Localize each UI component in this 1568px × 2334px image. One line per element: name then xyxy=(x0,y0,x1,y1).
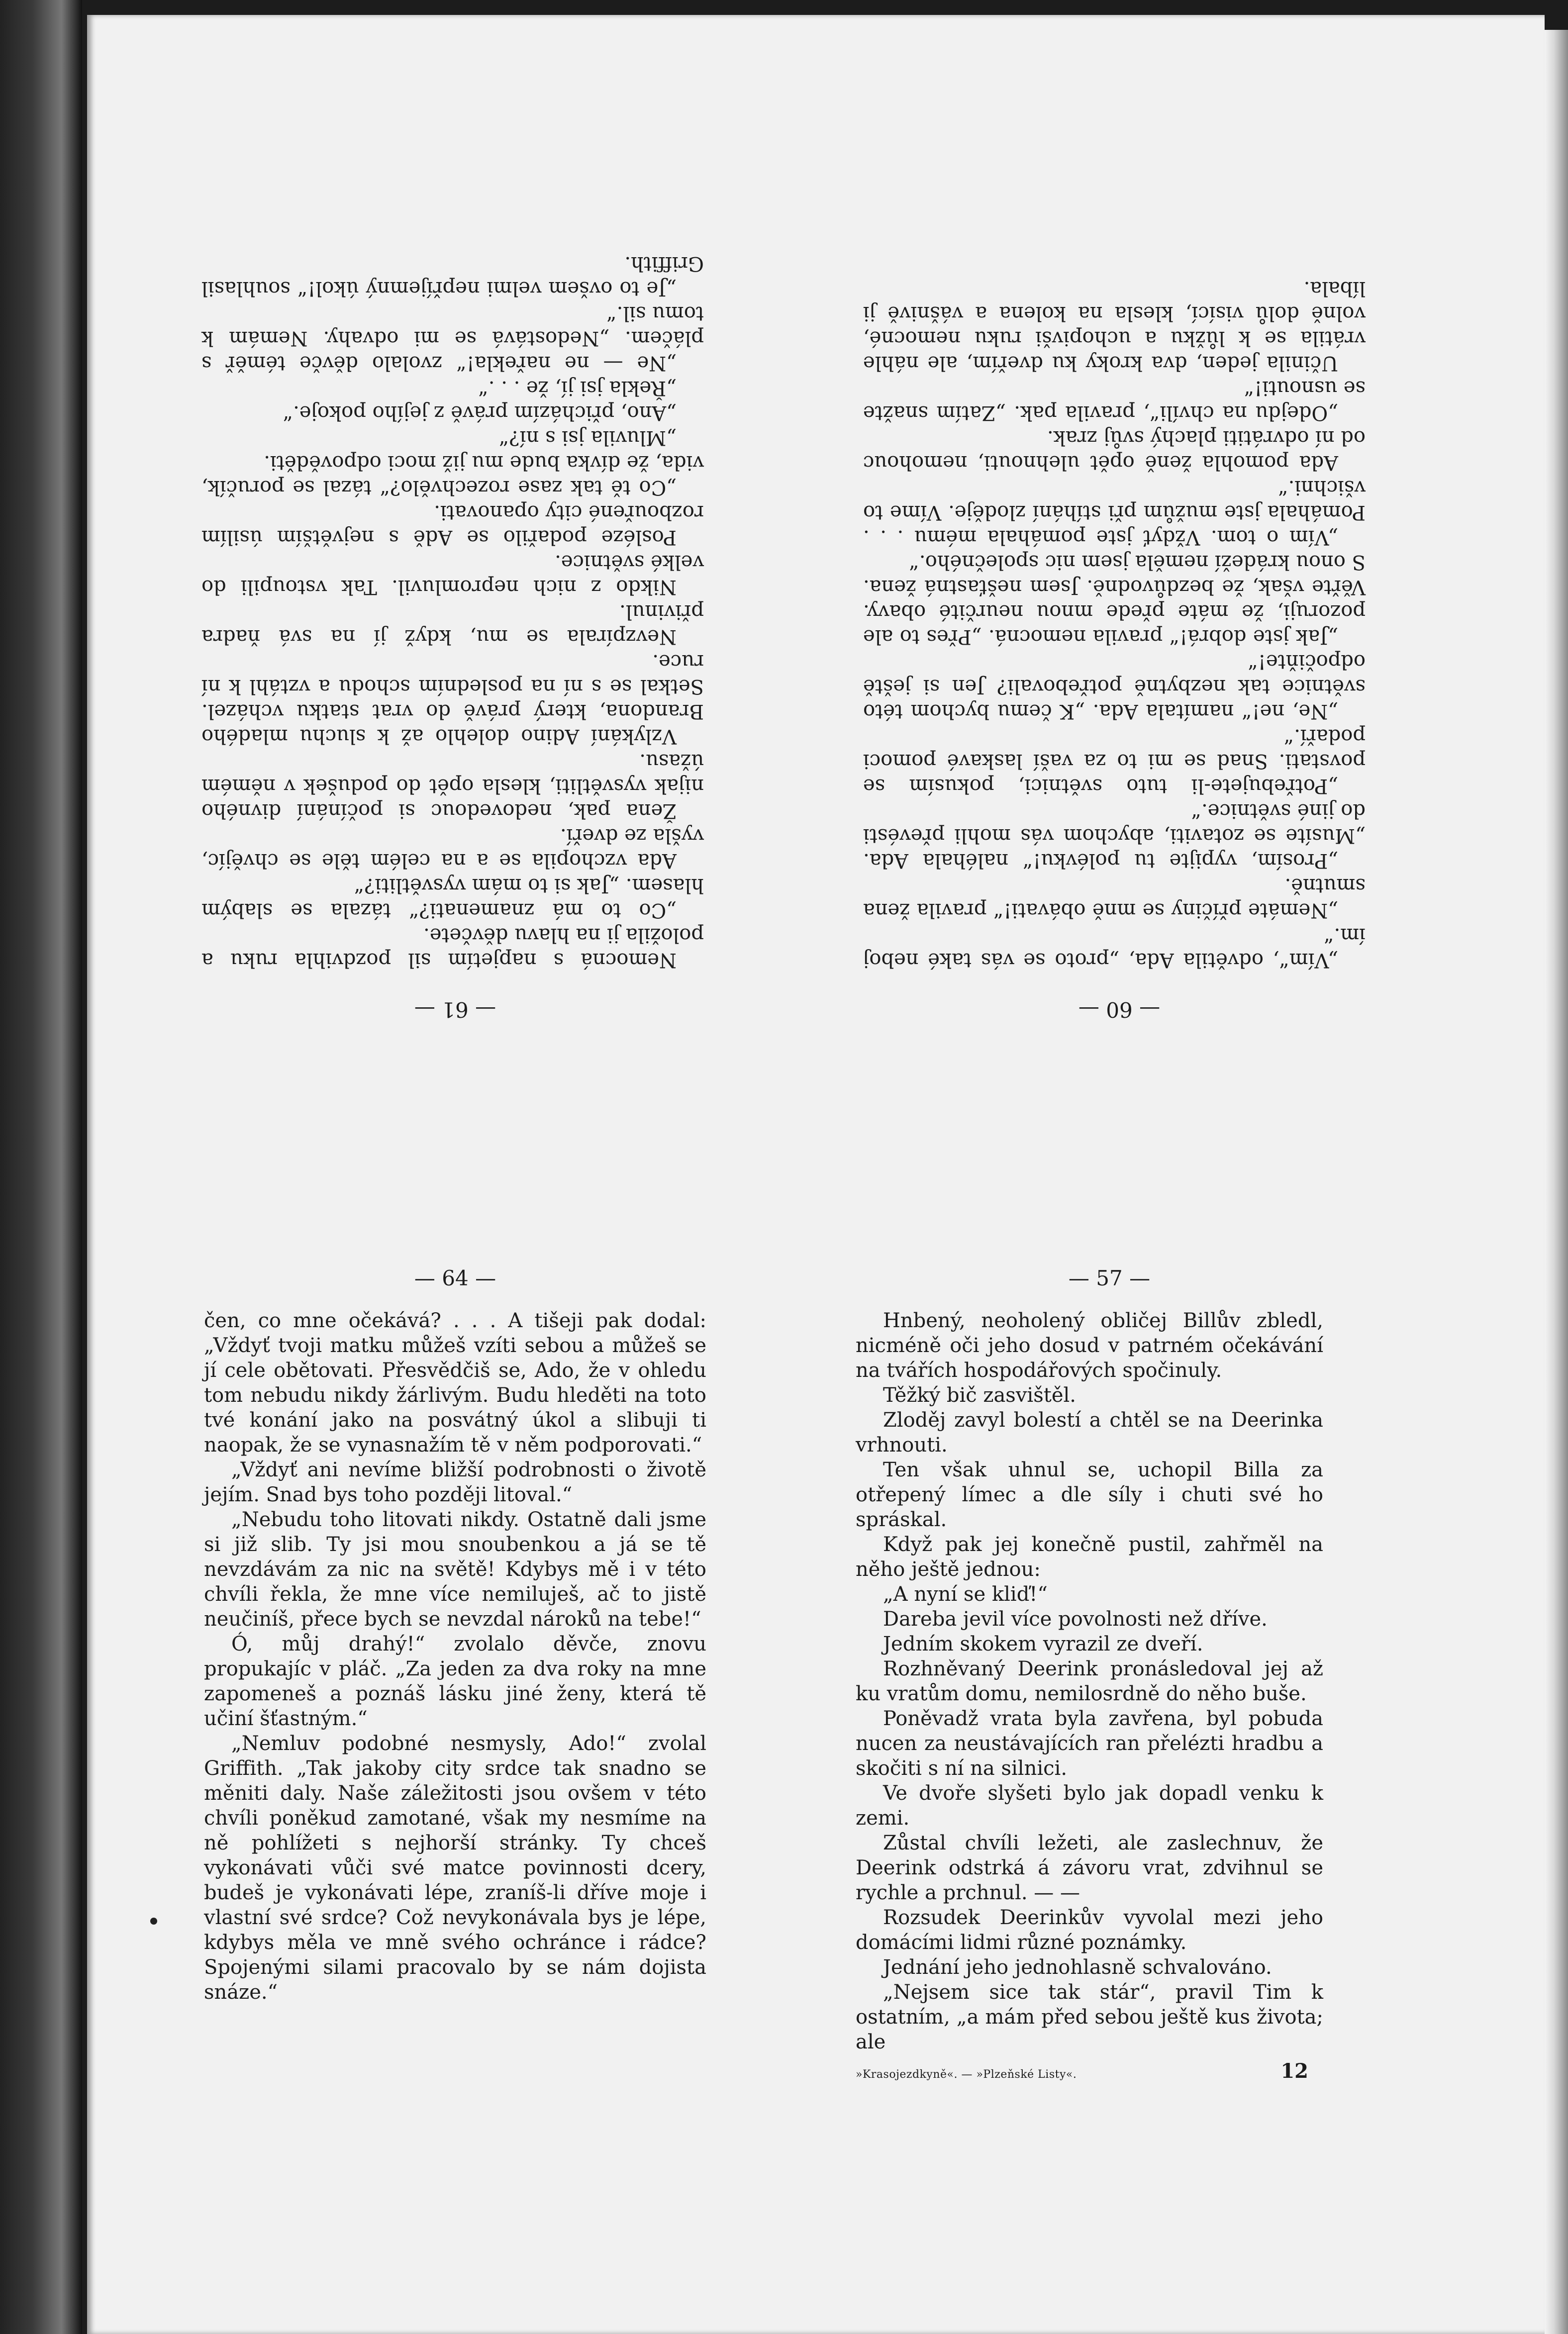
page-footer xyxy=(856,2059,1308,2083)
footer-signature-number: 12 xyxy=(1280,2059,1308,2083)
page-61-text xyxy=(201,196,704,972)
paragraph: „Je to ovšem velmi nepříjemný úkol!“ souhlasil Griffith. xyxy=(201,252,704,300)
adjacent-page-edge xyxy=(0,0,82,2334)
paragraph: „Co to má znamenati?“ tázala se slabým hlasem. „Jak si to mám vysvětliti?“ xyxy=(201,874,704,922)
paragraph: Jednání jeho jednohlasně schvalováno. xyxy=(883,1956,1272,1979)
paragraph: „Potřebujete-li tuto světnici, pokusím se povstati. Snad se mi to za vaší laskavé pomoci podaří.“ xyxy=(863,725,1366,797)
paragraph: Rozsudek Deerinkův vyvolal mezi jeho domácími lidmi různé poznámky. xyxy=(856,1906,1323,1954)
paragraph: „Vždyť ani nevíme bližší podrobnosti o životě jejím. Snad bys toho později litoval.“ xyxy=(204,1459,706,1506)
paragraph: Ó, můj drahý!“ zvolalo děvče, znovu propukajíc v pláč. „Za jeden za dva roky na mne zapomeneš a poznáš lásku jiné ženy, která tě učiní šťastným.“ xyxy=(204,1633,706,1730)
paragraph: „Odejdu na chvíli“, pravila pak. „Zatím snažte se usnouti!“ xyxy=(863,377,1366,424)
page-60-text xyxy=(863,196,1366,972)
paragraph: „Ne — ne nařekla!“ zvolalo děvče téměř s pláčem. „Nedostává se mi odvahy. Nemám k tomu sil.“ xyxy=(201,302,704,375)
paragraph: „Ano, přicházím právě z jejího pokoje.“ xyxy=(283,401,677,424)
page-number-61: — 61 — xyxy=(414,997,496,1022)
paragraph: Když pak jej konečně pustil, zahřměl na něho ještě jednou: xyxy=(856,1533,1323,1581)
page-number-60: — 60 — xyxy=(1078,997,1161,1022)
paragraph: „Vím“, odvětila Ada, „proto se vás také neboj ím.“ xyxy=(863,924,1366,972)
paragraph: Dareba jevil více povolnosti než dříve. xyxy=(883,1608,1268,1631)
paragraph: „Co tě tak zase rozechvělo?“ tázal se poručík, vida, že dívka bude mu již moci odpověděti. xyxy=(201,451,704,499)
scan-right-edge xyxy=(1545,30,1568,2334)
paragraph: „Nejsem sice tak stár“, pravil Tim k ostatním, „a mám před sebou ještě kus života; ale xyxy=(856,1981,1323,2053)
scan-speck xyxy=(150,1918,157,1925)
paragraph: Posléze podařilo se Adě s největším úsilím rozbouřené city opanovati. xyxy=(201,501,704,549)
page-number-64: — 64 — xyxy=(414,1266,496,1290)
page-number-57: — 57 — xyxy=(1068,1266,1151,1290)
page-57-text xyxy=(856,1308,1323,2054)
paragraph: Ten však uhnul se, uchopil Billa za otřepený límec a dle síly i chuti své ho spráskal. xyxy=(856,1459,1323,1531)
paragraph: „Ne, ne!“ namítala Ada. „K čemu bychom této světnice tak nezbytně potřebovali? Jen si ještě odpočiňte!“ xyxy=(863,650,1366,723)
paragraph: Žena pak, nedovedouc si počínání divného nijak vysvětliti, klesla opět do podušek v němém úžasu. xyxy=(201,750,704,822)
paragraph: „Jak jste dobrá!“ pravila nemocná. „Přes to ale pozoruji, že máte přede mnou neurčité obavy. Věřte však, že bezdůvodně. Jsem nešťastná žena. S onou krádeží neměla jsem nic společného.“ xyxy=(863,551,1366,648)
paragraph: Zůstal chvíli ležeti, ale zaslechnuv, že Deerink odstrká á závoru vrat, zdvihnul se rychle a prchnul. — — xyxy=(856,1832,1323,1904)
footer-source-note: »Krasojezdkyně«. — »Plzeňské Listy«. xyxy=(856,2068,1077,2081)
paragraph: Zloděj zavyl bolestí a chtěl se na Deerinka vrhnouti. xyxy=(856,1409,1323,1457)
paragraph: Ada pomohla ženě opět ulehnouti, nemohouc od ní odvrátiti plachý svůj zrak. xyxy=(863,426,1366,474)
paragraph: „Nebudu toho litovati nikdy. Ostatně dali jsme si již slib. Ty jsi mou snoubenkou a já se tě nevzdávám za nic na světě! Kdybys mě i v této chvíli řekla, že mne více nemiluješ, ač to jistě neučiníš, přece bych se nevzdal nároků na tebe!“ xyxy=(204,1508,706,1631)
paragraph: „Vím o tom. Vždyť jste pomáhala mému . . . Pomáhala jste mužům při stíhání zloděje. Víme to všichni.“ xyxy=(863,476,1366,549)
page-64-text xyxy=(204,1308,706,2005)
paragraph: „Nemluv podobné nesmysly, Ado!“ zvolal Griffith. „Tak jakoby city srdce tak snadno se měniti daly. Naše záležitosti jsou ovšem v této chvíli poněkud zamotané, však my nesmíme na ně pohlížeti s nejhorší stránky. Ty chceš vykonávati vůči své matce povinnosti dcery, budeš je vykonávati lépe, zraníš-li dříve moje i vlastní své srdce? Což nevykonávala bys je lépe, kdybys měla ve mně svého ochránce i rádce? Spojenými silami pracovalo by se nám dojista snáze.“ xyxy=(204,1732,706,2004)
paragraph: Ve dvoře slyšeti bylo jak dopadl venku k zemi. xyxy=(856,1782,1323,1830)
paragraph: čen, co mne očekává? . . . A tišeji pak dodal: „Vždyť tvoji matku můžeš vzíti sebou a můžeš se jí cele obětovati. Přesvědčiš se, Ado, že v ohledu tom nebudu nikdy žárlivým. Budu hleděti na toto tvé konání jako na posvátný úkol a slibuji ti naopak, že se vynasnažím tě v něm podporovati.“ xyxy=(204,1309,706,1457)
paragraph: Nevzpírala se mu, když jí na svá ňadra přivinul. xyxy=(201,600,704,648)
paragraph: Nemocná s napjetím sil pozdvihla ruku a položila ji na hlavu děvčete. xyxy=(201,924,704,972)
paragraph: Vzlykání Adino dolehlo až k sluchu mladého Brandona, který právě do vrat statku vcházel. Setkal se s ní na posledním schodu a vztáhl k ní ruce. xyxy=(201,650,704,748)
paragraph: Nikdo z nich nepromluvil. Tak vstoupili do velké světnice. xyxy=(201,551,704,598)
paragraph: Hnbený, neoholený obličej Billův zbledl, nicméně oči jeho dosud v patrném očekávání na tvářích hospodářových spočinuly. xyxy=(856,1309,1323,1382)
paragraph: Poněvadž vrata byla zavřena, byl pobuda nucen za neustávajících ran přelézti hradbu a skočiti s ní na silnici. xyxy=(856,1707,1323,1780)
paragraph: Učinila jeden, dva kroky ku dveřím, ale náhle vrátila se k lůžku a uchopivši ruku nemocné, volně dolů visící, klesla na kolena a vášnivě ji líbala. xyxy=(863,277,1366,375)
paragraph: „Mluvila jsi s ní?“ xyxy=(498,426,677,449)
paragraph: „A nyní se kliď!“ xyxy=(883,1583,1048,1606)
paragraph: Těžký bič zasvištěl. xyxy=(883,1384,1077,1407)
paragraph: Jedním skokem vyrazil ze dveří. xyxy=(883,1633,1203,1655)
paragraph: „Řekla jsi jí, že . . .“ xyxy=(478,377,677,399)
paragraph: Ada vzchopila se a na celém těle se chvějíc, vyšla ze dveří. xyxy=(201,824,704,872)
paragraph: Rozhněvaný Deerink pronásledoval jej až ku vratům domu, nemilosrdně do něho buše. xyxy=(856,1657,1323,1705)
paragraph: „Prosím, vypijte tu polévku!“ naléhala Ada. „Musíte se zotaviti, abychom vás mohli převésti do jiné světnice.“ xyxy=(863,799,1366,872)
paragraph: „Nemáte příčiny se mně obávati!“ pravila žena smutně. xyxy=(863,874,1366,922)
